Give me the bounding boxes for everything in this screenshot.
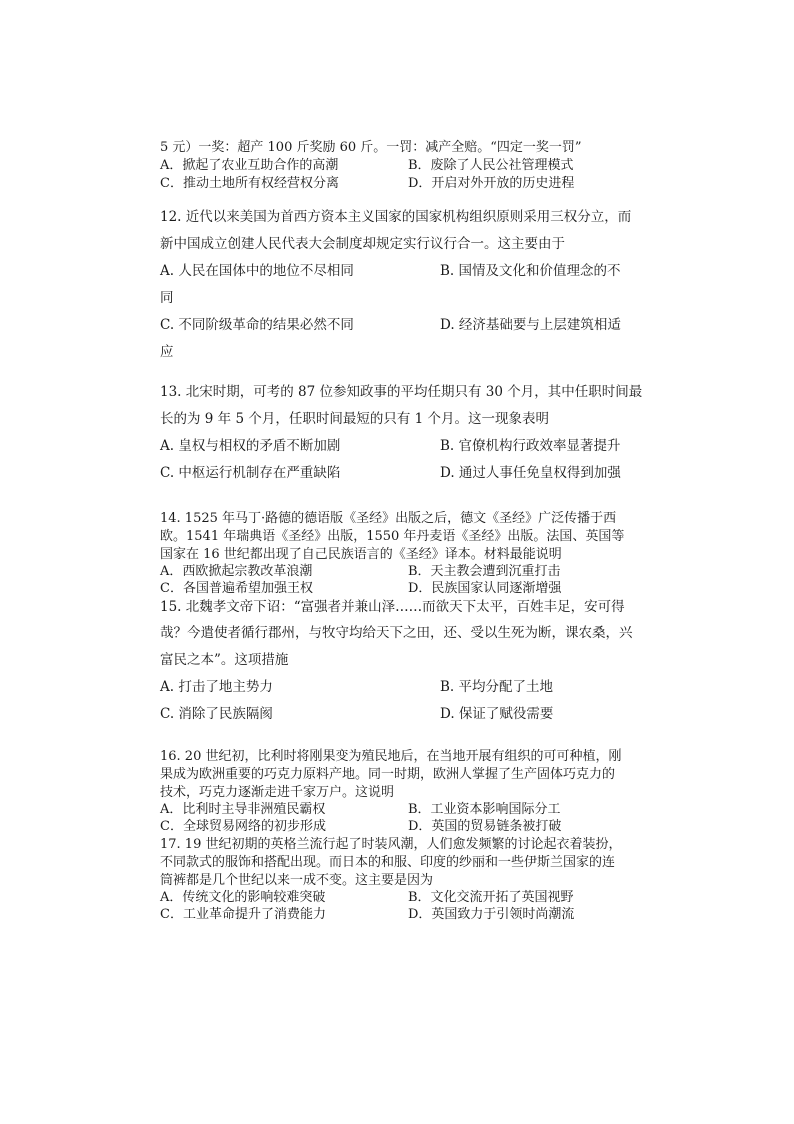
q17-option-d: D．英国致力于引领时尚潮流 — [408, 907, 575, 922]
q15-option-d: D. 保证了赋役需要 — [440, 706, 554, 722]
q14-option-a: A．西欧掀起宗教改革浪潮 — [160, 564, 313, 579]
q12-stem-line1: 12. 近代以来美国为首西方资本主义国家的国家机构组织原则采用三权分立，而 — [160, 209, 632, 225]
q14-stem-line2: 欧。1541 年瑞典语《圣经》出版，1550 年丹麦语《圣经》出版。法国、英国等 — [160, 529, 625, 544]
q14-option-b: B．天主教会遭到沉重打击 — [408, 564, 561, 579]
q12-option-d: D. 经济基础要与上层建筑相适 — [440, 317, 621, 333]
q15-stem-line2: 哉？今遣使者循行郡州，与牧守均给天下之田，还、受以生死为断，课农桑，兴 — [160, 625, 633, 641]
q16-option-d: D．英国的贸易链条被打破 — [408, 819, 562, 834]
q17-option-b: B．文化交流开拓了英国视野 — [408, 890, 574, 905]
q16-option-b: B．工业资本影响国际分工 — [408, 802, 561, 817]
q16-stem-line3: 技术，巧克力逐渐走进千家万户。这说明 — [160, 785, 395, 800]
q13-option-a: A. 皇权与相权的矛盾不断加剧 — [160, 438, 341, 454]
q11-option-a: A．掀起了农业互助合作的高潮 — [160, 158, 339, 173]
q13-option-d: D. 通过人事任免皇权得到加强 — [440, 465, 621, 481]
q15-option-a: A. 打击了地主势力 — [160, 679, 273, 695]
q15-option-c: C. 消除了民族隔阂 — [160, 706, 273, 722]
q14-stem-line1: 14. 1525 年马丁·路德的德语版《圣经》出版之后，德文《圣经》广泛传播于西 — [160, 511, 617, 526]
q14-option-d: D．民族国家认同逐渐增强 — [408, 581, 562, 596]
q12-option-d-cont: 应 — [160, 344, 174, 360]
q12-stem-line2: 新中国成立创建人民代表大会制度却规定实行议行合一。这主要由于 — [160, 236, 565, 252]
q17-option-a: A．传统文化的影响较难突破 — [160, 890, 326, 905]
q17-option-c: C．工业革命提升了消费能力 — [160, 907, 326, 922]
q16-stem-line2: 果成为欧洲重要的巧克力原料产地。同一时期，欧洲人掌握了生产固体巧克力的 — [160, 767, 616, 782]
q16-option-c: C．全球贸易网络的初步形成 — [160, 819, 326, 834]
q13-stem-line1: 13. 北宋时期，可考的 87 位参知政事的平均任期只有 30 个月，其中任职时间最 — [160, 384, 643, 400]
q13-option-c: C. 中枢运行机制存在严重缺陷 — [160, 465, 341, 481]
q11-option-b: B．废除了人民公社管理模式 — [408, 158, 574, 173]
q11-option-d: D．开启对外开放的历史进程 — [408, 176, 575, 191]
q16-stem-line1: 16. 20 世纪初，比利时将刚果变为殖民地后，在当地开展有组织的可可种植，刚 — [160, 749, 622, 764]
q14-option-c: C．各国普遍希望加强王权 — [160, 581, 313, 596]
q12-option-a: A. 人民在国体中的地位不尽相同 — [160, 263, 354, 279]
q13-option-b: B. 官僚机构行政效率显著提升 — [440, 438, 621, 454]
q15-option-b: B. 平均分配了土地 — [440, 679, 554, 695]
q15-stem-line1: 15. 北魏孝文帝下诏：“富强者并兼山泽……而欲天下太平，百姓丰足，安可得 — [160, 599, 625, 615]
q11-option-c: C．推动土地所有权经营权分离 — [160, 176, 339, 191]
q12-option-b-cont: 同 — [160, 290, 174, 306]
q13-stem-line2: 长的为 9 年 5 个月，任职时间最短的只有 1 个月。这一现象表明 — [160, 411, 550, 427]
q17-stem-line3: 筒裤都是几个世纪以来一成不变。这主要是因为 — [160, 873, 434, 888]
q12-option-b: B. 国情及文化和价值理念的不 — [440, 263, 621, 279]
q17-stem-line1: 17. 19 世纪初期的英格兰流行起了时装风潮，人们愈发频繁的讨论起衣着装扮， — [160, 837, 622, 852]
q11-stem-tail: 5 元）一奖：超产 100 斤奖励 60 斤。一罚：减产全赔。“四定一奖一罚” — [160, 140, 582, 155]
q12-option-c: C. 不同阶级革命的结果必然不同 — [160, 317, 354, 333]
q17-stem-line2: 不同款式的服饰和搭配出现。而日本的和服、印度的纱丽和一些伊斯兰国家的连 — [160, 855, 616, 870]
q16-option-a: A．比利时主导非洲殖民霸权 — [160, 802, 326, 817]
q15-stem-line3: 富民之本”。这项措施 — [160, 652, 289, 668]
q14-stem-line3: 国家在 16 世纪都出现了自己民族语言的《圣经》译本。材料最能说明 — [160, 547, 562, 562]
